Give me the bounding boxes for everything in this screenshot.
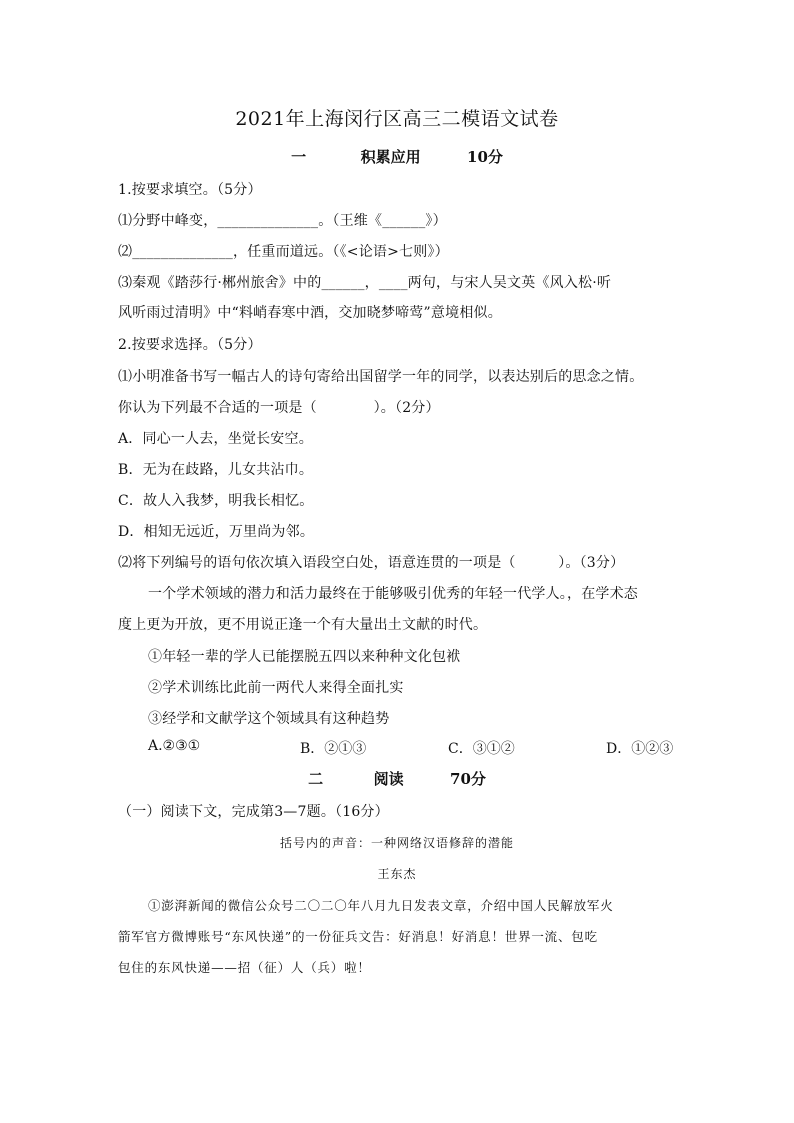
- section-1-score: 10分: [467, 148, 503, 166]
- option-b: B．无为在歧路，儿女共沾巾。: [118, 462, 314, 478]
- question-1-item-1: ⑴分野中峰变，______________。（王维《______》）: [118, 213, 447, 229]
- option-d: D．相知无远近，万里尚为邻。: [118, 524, 315, 540]
- choice-a: A.②③①: [148, 738, 201, 754]
- question-2-part-1-cont: 你认为下列最不合适的一项是（ ）。（2分）: [118, 400, 440, 416]
- option-c: C．故人入我梦，明我长相忆。: [118, 493, 314, 509]
- question-1-heading: 1.按要求填空。（5分）: [118, 182, 262, 198]
- article-title: 括号内的声音：一种网络汉语修辞的潜能: [279, 836, 514, 850]
- article-author: 王东杰: [377, 867, 417, 881]
- sentence-3: ③经学和文献学这个领域具有这种趋势: [148, 711, 390, 727]
- passage-line-1: 一个学术领域的潜力和活力最终在于能够吸引优秀的年轻一代学人。，在学术态: [148, 586, 638, 602]
- article-line-3: 包住的东风快递——招（征）人（兵）啦！: [118, 960, 371, 975]
- question-2-part-2: ⑵将下列编号的语句依次填入语段空白处，语意连贯的一项是（ ）。（3分）: [118, 555, 625, 571]
- exam-title: 2021年上海闵行区高三二模语文试卷: [235, 108, 559, 130]
- question-1-item-3: ⑶秦观《踏莎行·郴州旅舍》中的______，____两句，与宋人吴文英《风入松·听: [118, 275, 612, 291]
- question-1-item-2: ⑵______________，任重而道远。（《<论语>七则》）: [118, 244, 449, 260]
- passage-line-2: 度上更为开放，更不用说正逢一个有大量出土文献的时代。: [118, 617, 488, 633]
- choice-c: C．③①②: [448, 741, 515, 757]
- article-line-2: 箭军官方微博账号“东风快递”的一份征兵文告：好消息！好消息！世界一流、包吃: [118, 929, 598, 944]
- section-1-name: 积累应用: [360, 148, 421, 166]
- section-1-heading: [0, 146, 794, 167]
- section-2-name: 阅读: [373, 770, 404, 788]
- reading-intro: （一）阅读下文，完成第3—7题。（16分）: [118, 804, 389, 820]
- sentence-2: ②学术训练比此前一两代人来得全面扎实: [148, 680, 404, 696]
- article-line-1: ①澎湃新闻的微信公众号二〇二〇年八月九日发表文章，介绍中国人民解放军火: [148, 898, 614, 913]
- sentence-1: ①年轻一辈的学人已能摆脱五四以来种种文化包袱: [148, 649, 461, 665]
- section-2-number: 二: [308, 770, 324, 788]
- choice-d: D．①②③: [606, 741, 674, 757]
- section-2-score: 70分: [450, 770, 486, 788]
- choice-b: B．②①③: [300, 741, 367, 757]
- section-1-number: 一: [291, 148, 307, 166]
- option-a: A．同心一人去，坐觉长安空。: [118, 431, 313, 447]
- question-2-heading: 2.按要求选择。（5分）: [118, 337, 262, 353]
- question-1-item-3-cont: 风听雨过清明》中“料峭春寒中酒，交加晓梦啼莺”意境相似。: [118, 305, 502, 321]
- question-2-part-1: ⑴小明准备书写一幅古人的诗句寄给出国留学一年的同学，以表达别后的思念之情。: [118, 369, 644, 385]
- section-2-heading: [0, 768, 794, 789]
